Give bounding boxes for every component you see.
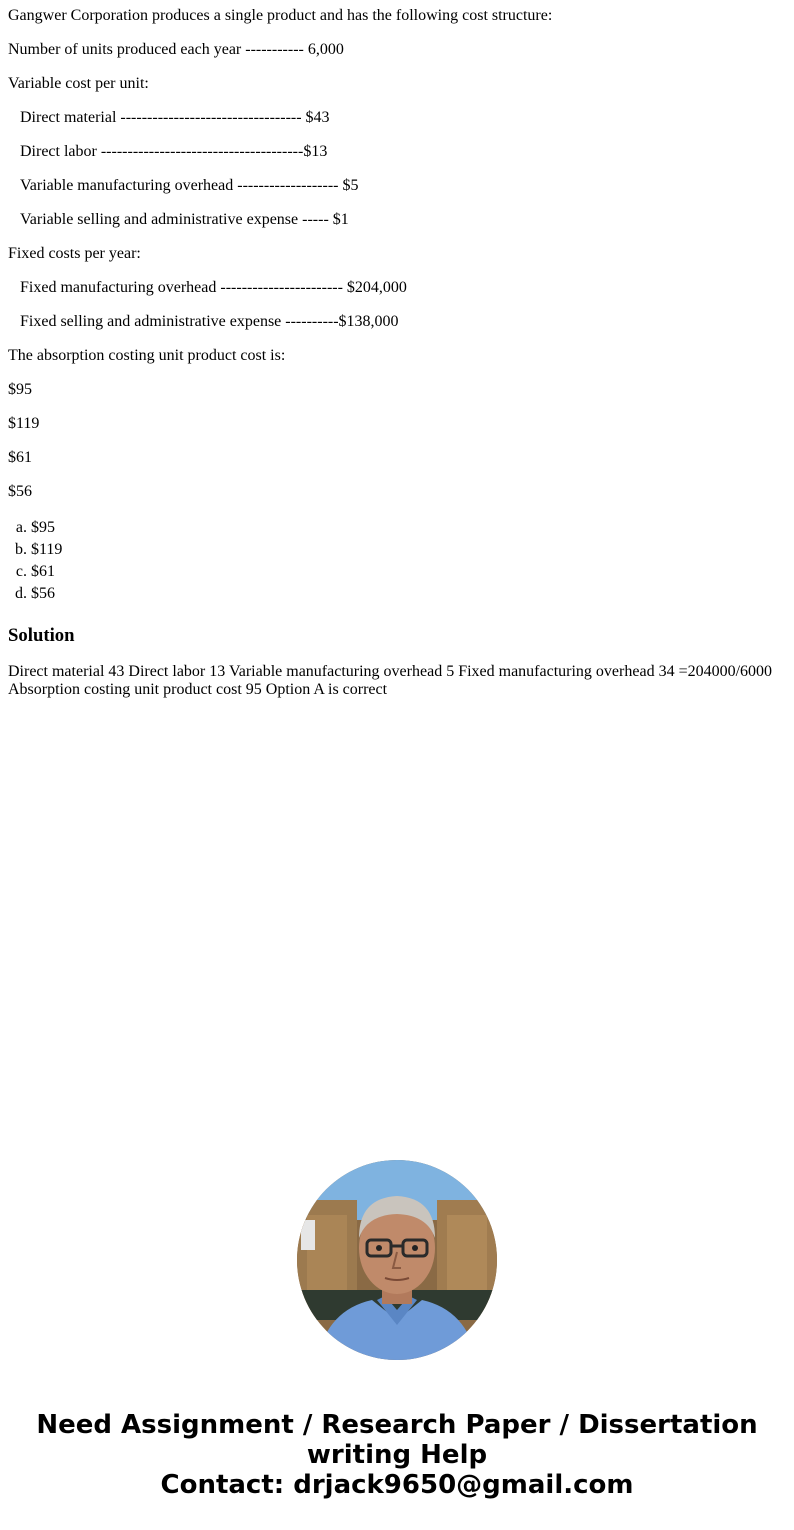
direct-labor-line: Direct labor --------------------------------------$13 (20, 143, 328, 160)
plain-choice: $61 (8, 449, 32, 466)
footer-line-1: Need Assignment / Research Paper / Dissertation (36, 1410, 758, 1440)
question-intro: Gangwer Corporation produces a single product and has the following cost structure: (8, 7, 553, 24)
footer-contact-line: Contact: drjack9650@gmail.com (160, 1470, 634, 1500)
author-avatar (297, 1160, 497, 1360)
variable-selling-line: Variable selling and administrative expense ----- $1 (20, 211, 349, 228)
option-b: b. $119 (31, 539, 786, 561)
direct-material-line: Direct material ---------------------------------- $43 (20, 109, 330, 126)
question-content (0, 7, 794, 699)
fixed-selling-line: Fixed selling and administrative expense ----------$138,000 (20, 313, 399, 330)
answer-options-list (8, 517, 786, 605)
solution-line-2: Absorption costing unit product cost 95 Option A is correct (8, 681, 388, 698)
solution-text (8, 663, 786, 699)
plain-choice: $95 (8, 381, 32, 398)
avatar-photo-icon (297, 1160, 497, 1360)
fixed-overhead-line: Fixed manufacturing overhead ----------------------- $204,000 (20, 279, 407, 296)
question-prompt: The absorption costing unit product cost is: (8, 347, 286, 364)
variable-heading: Variable cost per unit: (8, 75, 149, 92)
units-line: Number of units produced each year ----------- 6,000 (8, 41, 344, 58)
plain-choice: $56 (8, 483, 32, 500)
option-a: a. $95 (31, 517, 786, 539)
solution-line-1: Direct material 43 Direct labor 13 Variable manufacturing overhead 5 Fixed manufacturing overhead 34 =204000/6000 (8, 663, 773, 680)
option-d: d. $56 (31, 583, 786, 605)
solution-heading: Solution (8, 625, 75, 646)
footer-contact-banner (0, 1410, 794, 1500)
plain-choice: $119 (8, 415, 40, 432)
variable-overhead-line: Variable manufacturing overhead ------------------- $5 (20, 177, 359, 194)
option-c: c. $61 (31, 561, 786, 583)
footer-line-2: writing Help (306, 1440, 488, 1470)
fixed-heading: Fixed costs per year: (8, 245, 141, 262)
